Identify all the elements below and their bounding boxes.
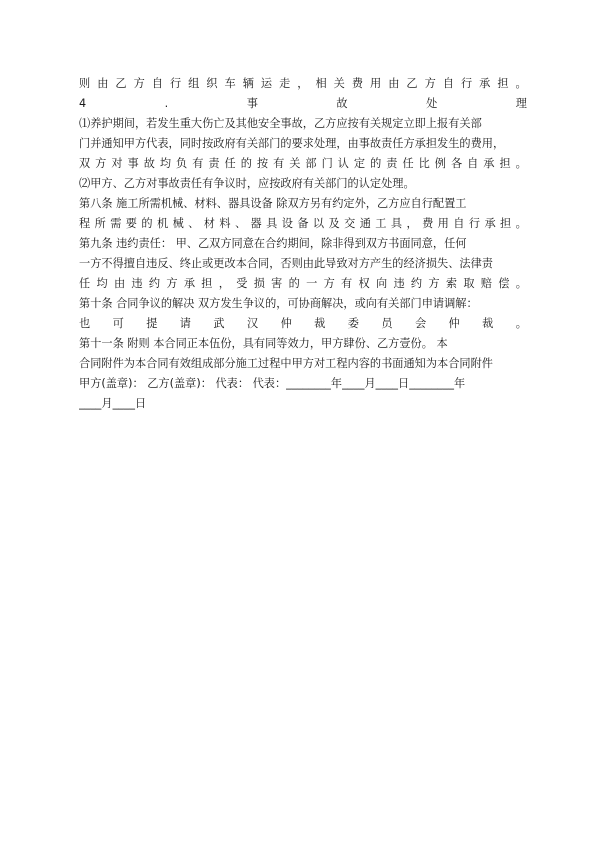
text-line: 也 可 提 请 武 汉 仲 裁 委 员 会 仲 裁 。 <box>79 317 527 330</box>
text-line: 门并通知甲方代表，同时按政府有关部门的要求处理，由事故责任方承担发生的费用， <box>79 137 505 150</box>
article-10-line: 第十条 合同争议的解决 双方发生争议的，可协商解决，或向有关部门申请调解： <box>79 297 478 310</box>
text-line: 任 均 由 违 约 方 承 担 ， 受 损 害 的 一 方 有 权 向 违 约 方 索 取 赔 偿 。 <box>79 277 527 290</box>
article-11-line: 第十一条 附则 本合同正本伍份，具有同等效力，甲方肆份、乙方壹份。 本 <box>79 337 448 350</box>
section-heading-accident-handling: 4 . 事 故 处 理 <box>79 97 527 110</box>
article-9-line: 第九条 违约责任： 甲、乙双方同意在合约期间，除非得到双方书面同意，任何 <box>79 237 467 250</box>
text-line: ⑴养护期间，若发生重大伤亡及其他安全事故，乙方应按有关规定立即上报有关部 <box>79 117 482 130</box>
text-line: 程 所 需 要 的 机 械 、 材 料 、 器 具 设 备 以 及 交 通 工 具 ， 费 用 自 行 承 担 。 <box>79 217 527 230</box>
text-line: 合同附件为本合同有效组成部分施工过程中甲方对工程内容的书面通知为本合同附件 <box>79 357 493 370</box>
text-line: 则 由 乙 方 自 行 组 织 车 辆 运 走 ， 相 关 费 用 由 乙 方 自 行 承 担 。 <box>79 77 527 90</box>
article-8-line: 第八条 施工所需机械、材料、器具设备 除双方另有约定外，乙方应自行配置工 <box>79 197 467 210</box>
signature-line: 甲方(盖章)： 乙方(盖章)： 代表： 代表：________年____月____日________年 <box>79 377 466 390</box>
signature-date-line: ____月____日 <box>79 397 147 410</box>
text-line: 一方不得擅自违反、终止或更改本合同，否则由此导致对方产生的经济损失、法律责 <box>79 257 493 270</box>
document-body <box>79 74 527 414</box>
text-line: 双 方 对 事 故 均 负 有 责 任 的 按 有 关 部 门 认 定 的 责 任 比 例 各 自 承 担 。 <box>79 157 527 170</box>
text-line: ⑵甲方、乙方对事故责任有争议时，应按政府有关部门的认定处理。 <box>79 177 415 190</box>
